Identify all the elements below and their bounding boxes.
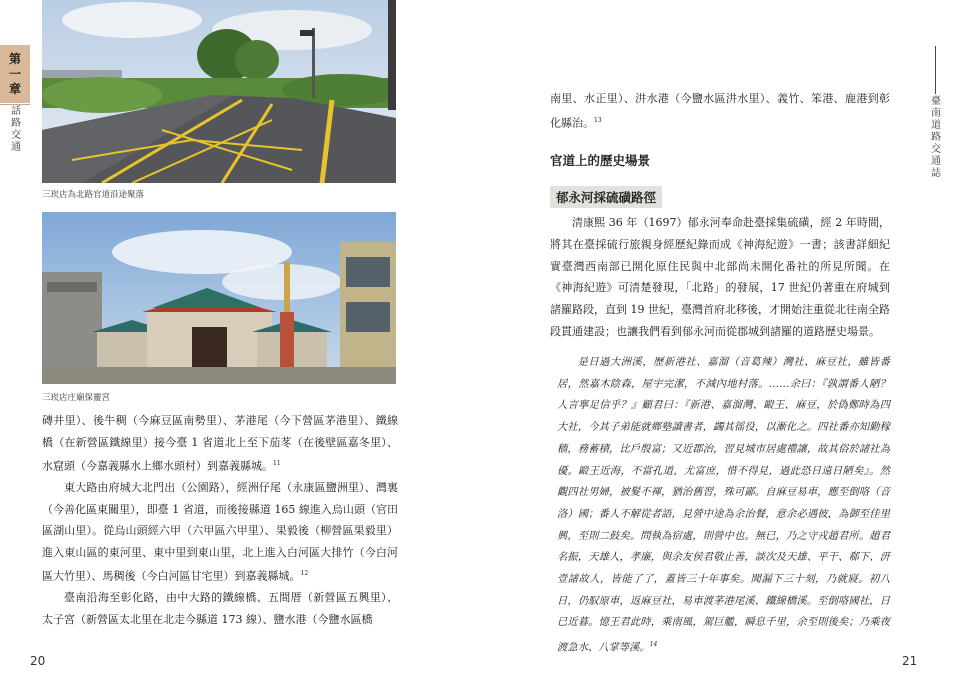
footnote-marker: 14 xyxy=(649,641,658,649)
road-photo xyxy=(42,0,396,183)
paragraph-text: 磚井里）、後牛稠（今麻豆區南勢里）、茅港尾（今下營區茅港里）、鐵線橋（在新營區鐵線里）接今臺 1 省道北上至下茄苳（在後壁區嘉冬里）、水窟頭（今嘉義縣水上鄉水頭村）到嘉義縣城。 xyxy=(42,414,398,473)
chapter-subtitle: 話路交通 xyxy=(11,106,21,153)
footnote-marker: 13 xyxy=(594,116,602,124)
chapter-char-1: 第 xyxy=(8,51,21,66)
chapter-tab xyxy=(0,45,30,103)
footnote-marker: 11 xyxy=(273,460,281,467)
right-intro-text xyxy=(550,88,890,134)
temple-photo xyxy=(42,212,396,384)
right-page xyxy=(477,0,954,683)
paragraph-text: 南里、水正里）、汫水港（今鹽水區汫水里）、義竹、笨港、鹿港到彰化縣治。 xyxy=(550,92,890,130)
chapter-divider xyxy=(0,104,30,105)
quote-text: 是日過大洲溪，歷新港社、嘉溜（音葛辣）灣社、麻豆社，雖皆番居，然嘉木陰森，屋宇完潔，不減內地村落。……余曰：『孰謂番人陋？人言寧足信乎？』顧君曰：『新港、嘉溜灣、毆王、麻豆，於偽鄭時為四大社，今其子弟能就鄉塾讀書者，蠲其徭役，以漸化之。四社番亦知勤稼穡，務蓄積，比戶殷富；又近郡治，習見城市居處禮讓，故其俗於諸社為優。毆王近海，不當孔道，尤富庶，惜不得見，過此恐日遠日陋矣』。然觀四社男婦，被髮不褌，猶治舊習，殊可鄙。自麻豆易車，應至倒咯（音洛）國；番人不解從者語，見營中途為余治餐，意余必遇彼，為御至佳里興，至則二鼓矣。問執為宿處，則營中也。無已，乃之守戎趙君所。趙君名振，天雄人，孝廉，與余友侯君敬止善，談次及天雄、平干、郗下、汧壹諸故人，皆能了了，蓋皆三十年事矣。聞漏下三十刻，乃就寢。初八日，仍馭原車，返麻豆社，易車渡茅港尾溪、鐵線橋溪。至倒咯國社，日已近暮。憶王君此時，乘南風，駕巨艦，瞬息千里，余至則後矣；乃乘夜渡急水、八掌等溪。 xyxy=(557,356,890,654)
left-body-text xyxy=(42,410,398,630)
running-head: 臺南道路交通誌 xyxy=(931,96,941,179)
running-head-line xyxy=(935,46,936,94)
paragraph: 清康熙 36 年（1697）郁永河奉命赴臺採集硫磺，經 2 年時間，將其在臺採硫行旅親身經歷紀錄而成《神海紀遊》一書；該書詳細紀實臺灣西南部已開化原住民與中北部尚未開化番社的所見所聞。在《神海紀遊》可清楚發現，「北路」的發展，17 世紀仍著重在府城到諸羅路段，直到 19 世紀，臺灣首府北移後，才開始注重從北往南全路段貫通建設；也讓我們看到郁永河而從郡城到諸羅的道路歷史場景。 xyxy=(550,216,890,338)
paragraph xyxy=(42,410,398,477)
temple-photo-caption: 三崁店庄廟保靈宮 xyxy=(42,393,111,403)
paragraph xyxy=(42,587,398,630)
right-body-text xyxy=(550,212,890,343)
paragraph-text: 東大路由府城大北門出（公園路），經洲仔尾（永康區鹽洲里）、灣裏（今善化區東關里），即臺 1 省道，而後接縣道 165 線進入烏山頭（官田區湖山里）。從烏山頭經六甲（六甲區六甲里）、果毅後（柳營區果毅里）進入東山區的東河里、東中里到東山里，北上進入白河區大排竹（今白河區大竹里）、馬稠後（今白河區甘宅里）到嘉義縣城。 xyxy=(42,481,398,583)
paragraph xyxy=(550,88,890,134)
quote-paragraph xyxy=(557,352,890,659)
block-quote xyxy=(557,352,890,659)
paragraph-text: 臺南沿海至彰化路，由中大路的鐵線橋、五間厝（新營區五興里）、太子宮（新營區太北里在北走今縣道 173 線）、鹽水港（今鹽水區橋 xyxy=(42,591,398,626)
page-number-left: 20 xyxy=(30,654,46,668)
page-number-right: 21 xyxy=(902,654,918,668)
section-heading: 官道上的歷史場景 xyxy=(550,153,651,168)
road-photo-caption: 三崁店為北路官道沿途聚落 xyxy=(42,190,145,200)
footnote-marker: 12 xyxy=(300,570,309,578)
subsection-heading: 郁永河採硫磺路徑 xyxy=(550,186,662,208)
chapter-char-2: 一 xyxy=(8,66,21,81)
paragraph xyxy=(42,477,398,587)
chapter-char-3: 章 xyxy=(8,81,21,96)
